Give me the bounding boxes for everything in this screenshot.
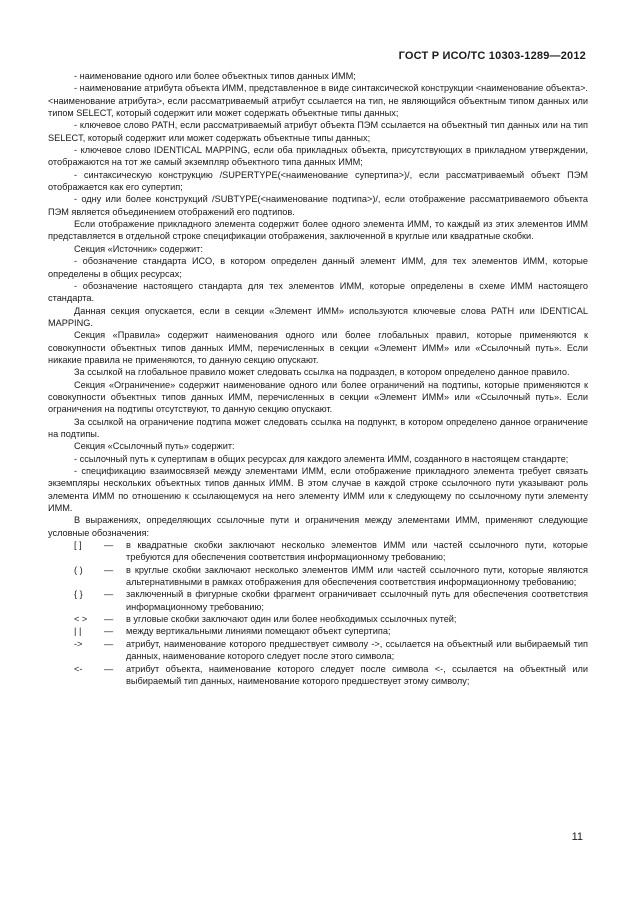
paragraph: Если отображение прикладного элемента содержит более одного элемента ИММ, то каждый из этих элементов ИММ представляется в отдельной строке спецификации отображения, заключенной в круглые или квадратные скобки. — [48, 219, 588, 242]
paragraph: - одну или более конструкций /SUBTYPE(<наименование подтипа>)/, если отображение рассматриваемого объекта ПЭМ является объединением отображений его подтипов. — [48, 194, 588, 217]
notation-dash: — — [104, 663, 114, 674]
paragraph: Секция «Ссылочный путь» содержит: — [74, 441, 235, 452]
notation-symbol: { } — [74, 589, 83, 600]
notation-list — [74, 539, 588, 687]
page-number: 11 — [571, 831, 583, 843]
paragraph: - синтаксическую конструкцию /SUPERTYPE(<наименование супертипа>)/, если рассматриваемый объект ПЭМ отображается как его супертип; — [48, 169, 588, 193]
standard-header: ГОСТ Р ИСО/ТС 10303-1289—2012 — [398, 50, 586, 62]
notation-symbol: <- — [74, 663, 83, 674]
notation-dash: — — [104, 589, 114, 600]
notation-symbol: [ ] — [74, 540, 82, 551]
notation-text: между вертикальными линиями помещают объект супертипа; — [126, 626, 391, 637]
notation-dash: — — [104, 564, 114, 575]
paragraph: Секция «Источник» содержит: — [74, 243, 203, 254]
paragraph: За ссылкой на ограничение подтипа может следовать ссылка на подпункт, в котором определено данное ограничение на подтипы. — [48, 416, 588, 439]
notation-text: атрибут, наименование которого предшествует символу ->, ссылается на объектный или выбираемый тип данных, наименование которого следует после этого символа; — [126, 638, 588, 662]
paragraph: - спецификацию взаимосвязей между элементами ИММ, если отображение прикладного элемента требует связать экземпляры нескольких объектных типов данных ИММ. В этом случае в каждой строке ссылочного пути указывают роль элемента ИММ по отношению к ссылающемуся на него элементу ИММ или к следующему по ссылочному пути элементу ИММ. — [48, 466, 588, 514]
notation-symbol: ( ) — [74, 564, 83, 575]
notation-text: в квадратные скобки заключают несколько элементов ИММ или частей ссылочного пути, которые требуются для обеспечения соответствия информационному требованию; — [126, 540, 588, 563]
notation-dash: — — [104, 614, 114, 625]
paragraph: - ссылочный путь к супертипам в общих ресурсах для каждого элемента ИММ, созданного в настоящем стандарте; — [74, 453, 569, 464]
notation-dash: — — [104, 638, 114, 649]
notation-text: в угловые скобки заключают один или более необходимых ссылочных путей; — [126, 614, 457, 625]
notation-symbol: | | — [74, 626, 82, 637]
paragraph: - ключевое слово PATH, если рассматриваемый атрибут объекта ПЭМ ссылается на объектный тип данных или на тип SELECT, который содержит или может содержать объектные типы данных; — [48, 120, 588, 143]
paragraph: Данная секция опускается, если в секции «Элемент ИММ» используются ключевые слова PATH или IDENTICAL MAPPING. — [48, 305, 588, 328]
paragraph: - обозначение настоящего стандарта для тех элементов ИММ, которые определены в схеме ИММ настоящего стандарта. — [48, 280, 588, 304]
paragraph: За ссылкой на глобальное правило может следовать ссылка на подраздел, в котором определено данное правило. — [74, 367, 570, 378]
body-text — [48, 70, 588, 687]
notation-text: заключенный в фигурные скобки фрагмент ограничивает ссылочный путь для обеспечения соответствия информационному требованию; — [126, 589, 588, 612]
notation-text: атрибут объекта, наименование которого следует после символа <-, ссылается на объектный или выбираемый тип данных, наименование которого предшествует этому символу; — [126, 663, 588, 686]
paragraph: В выражениях, определяющих ссылочные пути и ограничения между элементами ИММ, применяют следующие условные обозначения: — [48, 515, 588, 538]
notation-text: в круглые скобки заключают несколько элементов ИММ или частей ссылочного пути, которые являются альтернативными в рамках отображения для обеспечения соответствия информационному требованию; — [126, 564, 588, 588]
notation-symbol: < > — [74, 614, 88, 625]
paragraph: - ключевое слово IDENTICAL MAPPING, если оба прикладных объекта, присутствующих в прикладном утверждении, отображаются на тот же самый экземпляр объектного типа данных ИММ; — [48, 145, 588, 168]
notation-dash: — — [104, 626, 114, 637]
paragraph: Секция «Правила» содержит наименования одного или более глобальных правил, которые применяются к совокупности объектных типов данных ИММ, перечисленных в секции «Элемент ИММ» или «Ссылочный путь». Если никакие правила не применяются, то данную секцию опускают. — [48, 330, 588, 365]
paragraph: Секция «Ограничение» содержит наименование одного или более ограничений на подтипы, которые применяются к совокупности объектных типов данных ИММ, перечисленных в секции «Элемент ИММ» или «Ссылочный путь». Если ограничения на подтипы отсутствуют, то данную секцию опускают. — [48, 379, 588, 415]
notation-dash: — — [104, 540, 114, 551]
paragraph: - наименование атрибута объекта ИММ, представленное в виде синтаксической конструкции <наименование объекта>.<наименование атрибута>, если рассматриваемый атрибут ссылается на тип, не являющийся объектным типом данных или типом SELECT, который содержит или может содержать объектные типы данных; — [48, 83, 588, 119]
paragraph: - наименование одного или более объектных типов данных ИММ; — [74, 71, 356, 81]
paragraph: - обозначение стандарта ИСО, в котором определен данный элемент ИММ, для тех элементов ИММ, которые определены в общих ресурсах; — [48, 256, 588, 279]
notation-symbol: -> — [74, 638, 83, 649]
